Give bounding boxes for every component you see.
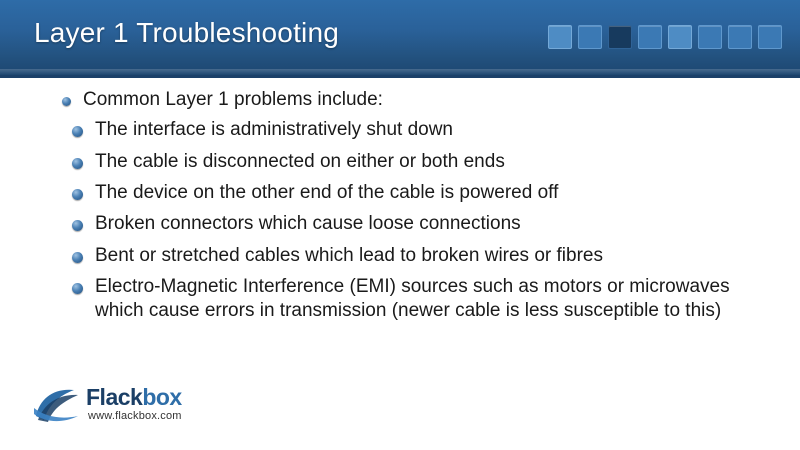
page-title: Layer 1 Troubleshooting (34, 17, 340, 48)
bullet-text: The device on the other end of the cable is powered off (95, 181, 559, 203)
list-item (72, 181, 800, 205)
bullet-dot-icon (72, 220, 83, 231)
square-4-icon (638, 25, 662, 49)
bullet-dot-icon (62, 97, 71, 106)
bullet-dot-icon (72, 283, 83, 294)
swoosh-icon (34, 386, 80, 424)
logo-url: www.flackbox.com (88, 410, 182, 422)
list-item (62, 88, 800, 112)
bullet-text: The cable is disconnected on either or both ends (95, 150, 505, 172)
square-6-icon (698, 25, 722, 49)
slide-body (0, 88, 800, 331)
square-8-icon (758, 25, 782, 49)
bullet-list (0, 88, 800, 324)
bullet-dot-icon (72, 252, 83, 263)
logo-wordmark (86, 384, 182, 411)
square-5-icon (668, 25, 692, 49)
list-item (72, 275, 800, 324)
list-item (72, 212, 800, 236)
slide-header (0, 0, 800, 78)
list-item (72, 150, 800, 174)
header-decor-squares (548, 25, 782, 49)
logo-name-second: box (142, 384, 182, 410)
bullet-text: The interface is administratively shut down (95, 119, 453, 141)
logo-name-first: Flack (86, 384, 143, 410)
bullet-dot-icon (72, 158, 83, 169)
square-2-icon (578, 25, 602, 49)
bullet-dot-icon (72, 189, 83, 200)
list-item (72, 244, 800, 268)
square-7-icon (728, 25, 752, 49)
bullet-text: Electro-Magnetic Interference (EMI) sources such as motors or microwaves which cause errors in transmission (newer cable is less susceptible to this) (95, 275, 730, 322)
bullet-dot-icon (72, 126, 83, 137)
square-1-icon (548, 25, 572, 49)
square-3-icon (608, 25, 632, 49)
flackbox-logo (34, 382, 214, 432)
bullet-text: Broken connectors which cause loose connections (95, 213, 521, 235)
bullet-text: Bent or stretched cables which lead to broken wires or fibres (95, 244, 603, 266)
list-item (72, 118, 800, 142)
bullet-text: Common Layer 1 problems include: (83, 89, 383, 110)
